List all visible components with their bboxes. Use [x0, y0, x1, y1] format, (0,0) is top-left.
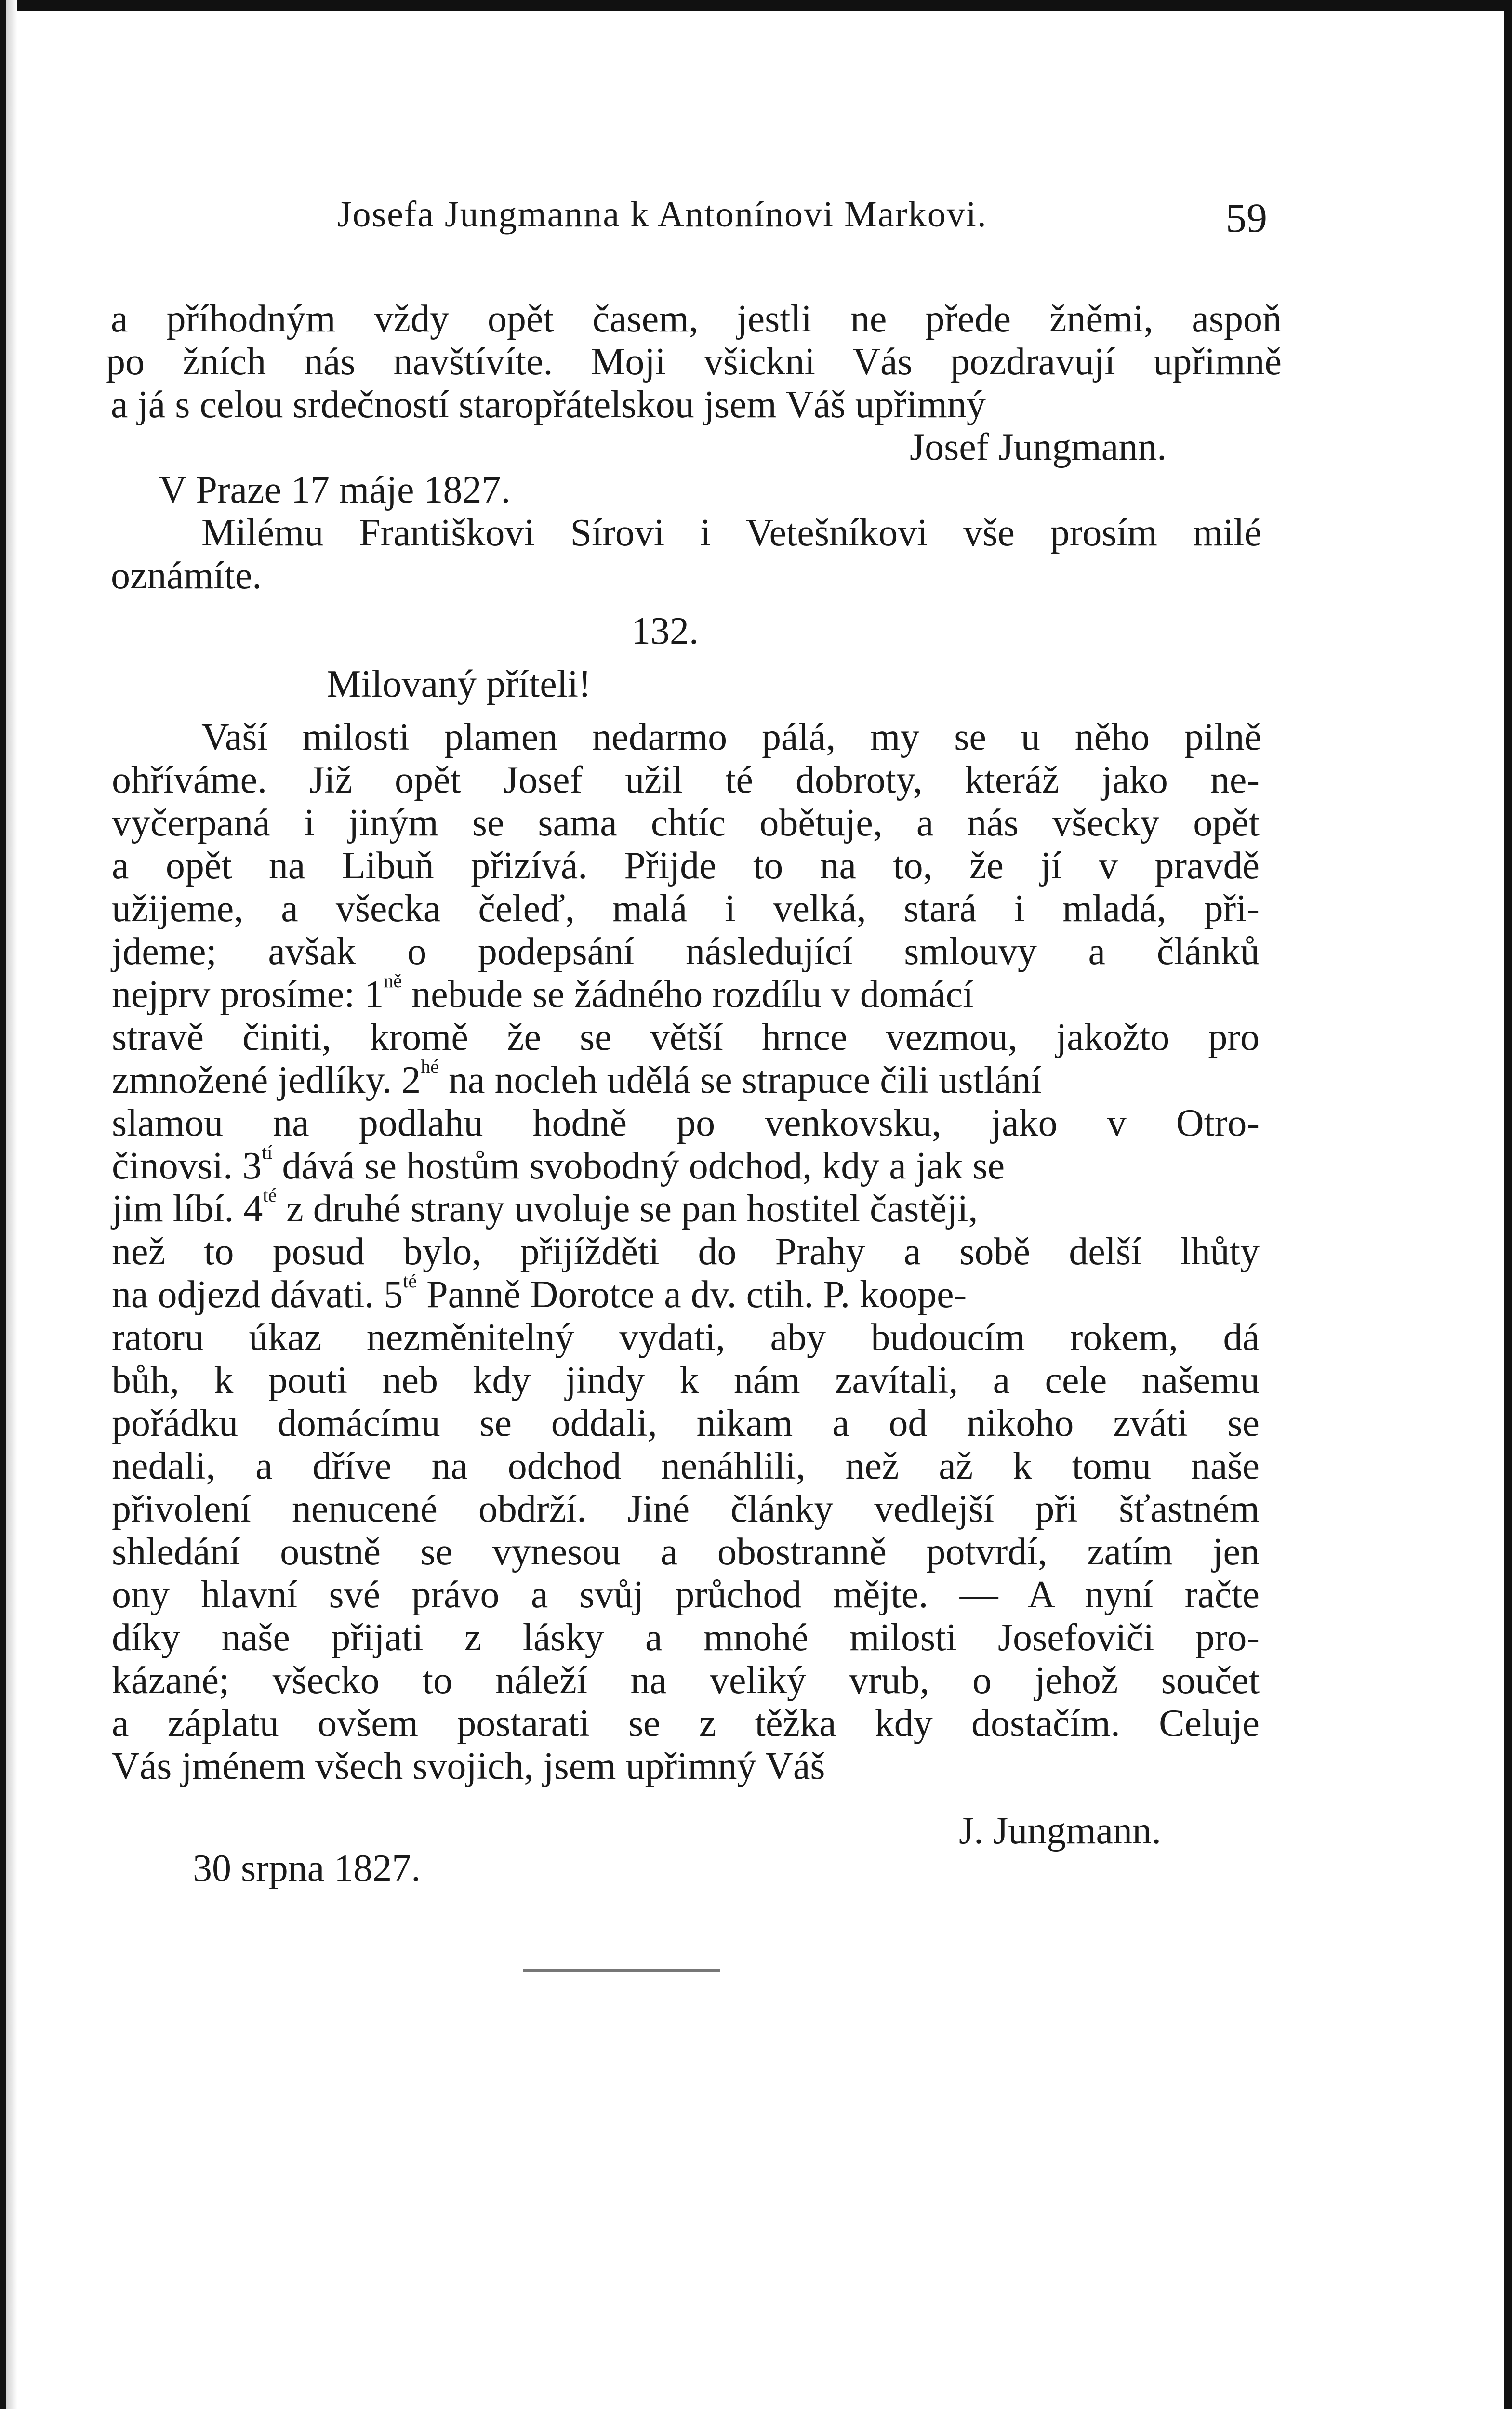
signature: Josef Jungmann. — [910, 426, 1167, 468]
postscript: oznámíte. — [111, 555, 262, 597]
text-line: díky naše přijati z lásky a mnohé milosti Josefoviči pro- — [112, 1616, 1260, 1659]
signature: J. Jungmann. — [959, 1810, 1161, 1852]
page-header — [106, 194, 1267, 247]
page-edge-shadow — [6, 0, 17, 2409]
running-head: Josefa Jungmanna k Antonínovi Markovi. — [337, 194, 987, 235]
text-line: bůh, k pouti neb kdy jindy k nám zavítali, a cele našemu — [112, 1359, 1260, 1402]
text-line: slamou na podlahu hodně po venkovsku, jako v Otro- — [112, 1102, 1260, 1144]
salutation: Milovaný příteli! — [327, 663, 591, 705]
text-line: nedali, a dříve na odchod nenáhlili, než až k tomu naše — [112, 1445, 1260, 1487]
letter-number: 132. — [631, 610, 699, 652]
text-line: kázané; všecko to náleží na veliký vrub, o jehož součet — [112, 1659, 1260, 1702]
text-line: zmnožené jedlíky. $2^{hé}$ na nocleh udělá se strapuce čili ustlání — [112, 1056, 1042, 1101]
text-line: přivolení nenucené obdrží. Jiné články vedlejší při šťastném — [112, 1488, 1260, 1530]
text-line: užijeme, a všecka čeleď, malá i velká, stará i mladá, při- — [112, 887, 1260, 930]
text-line: než to posud bylo, přijížděti do Prahy a sobě delší lhůty — [112, 1231, 1260, 1273]
text-line: a já s celou srdečností staropřátelskou jsem Váš upřimný — [111, 384, 986, 426]
text-line: ony hlavní své právo a svůj průchod mějte. — A nyní račte — [112, 1574, 1260, 1616]
text-line: ohříváme. Již opět Josef užil té dobroty, kteráž jako ne- — [112, 759, 1260, 801]
text-line: a příhodným vždy opět časem, jestli ne přede žněmi, aspoň — [111, 298, 1282, 340]
text-line: nejprv prosíme: $1^{ně}$ nebude se žádného rozdílu v domácí — [112, 970, 974, 1016]
section-divider — [523, 1969, 720, 1972]
text-line: a opět na Libuň přizívá. Přijde to na to, že jí v pravdě — [112, 845, 1260, 887]
letter-date: V Praze 17 máje 1827. — [159, 469, 511, 511]
text-line: jim líbí. $4^{té}$ z druhé strany uvoluje se pan hostitel častěji, — [112, 1184, 978, 1230]
text-line: činovsi. $3^{tí}$ dává se hostům svobodný odchod, kdy a jak se — [112, 1141, 1005, 1187]
postscript: Milému Františkovi Sírovi i Vetešníkovi vše prosím milé — [201, 512, 1261, 554]
text-line: pořádku domácímu se oddali, nikam a od nikoho zváti se — [112, 1402, 1260, 1444]
text-line: ratoru úkaz nezměnitelný vydati, aby budoucím rokem, dá — [112, 1316, 1260, 1359]
text-line: Vás jménem všech svojich, jsem upřimný Váš — [112, 1745, 825, 1787]
text-line: vyčerpaná i jiným se sama chtíc obětuje, a nás všecky opět — [112, 802, 1260, 844]
letter-date: 30 srpna 1827. — [193, 1847, 421, 1890]
text-line: jdeme; avšak o podepsání následující smlouvy a článků — [112, 930, 1260, 973]
text-line: a záplatu ovšem postarati se z těžka kdy dostačím. Celuje — [112, 1702, 1260, 1745]
text-line: stravě činiti, kromě že se větší hrnce vezmou, jakožto pro — [112, 1016, 1260, 1059]
text-line: po žních nás navštívíte. Moji všickni Vás pozdravují upřimně — [106, 341, 1282, 383]
text-line: shledání oustně se vynesou a obostranně potvrdí, zatím jen — [112, 1531, 1260, 1573]
text-line: Vaší milosti plamen nedarmo pálá, my se u něho pilně — [201, 716, 1261, 758]
page-number: 59 — [1226, 195, 1267, 241]
text-line: na odjezd dávati. $5^{té}$ Panně Dorotce a dv. ctih. P. koope- — [112, 1270, 967, 1316]
